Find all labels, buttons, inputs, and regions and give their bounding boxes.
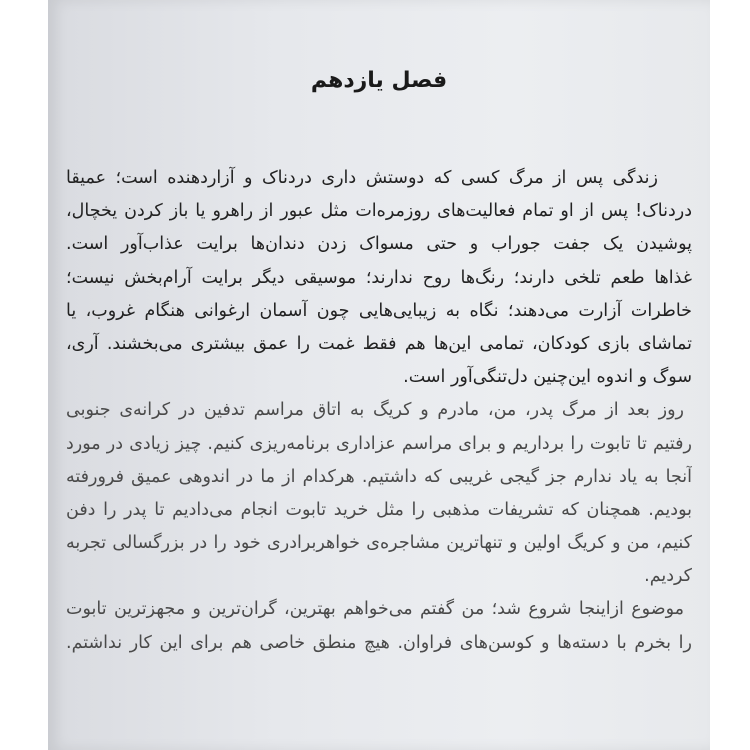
text-line: کنیم، من و کریگ اولین و تنهاترین مشاجره‌ی خواهربرادری خود را در بزرگسالی تجربه — [66, 533, 692, 554]
text-line: روز بعد از مرگ پدر، من، مادرم و کریگ به اتاق مراسم تدفین در کرانه‌ی جنوبی — [66, 400, 684, 421]
text-line: بودیم. همچنان که تشریفات مذهبی را مثل خرید تابوت انجام می‌دادیم تا پدر را دفن — [66, 499, 692, 520]
book-page — [48, 0, 710, 750]
text-line: سوگ و اندوه این‌چنین دل‌تنگی‌آور است. — [403, 367, 692, 388]
text-line: دردناک! پس از او تمام فعالیت‌های روزمره‌ات مثل عبور از راهرو یا باز کردن یخچال، — [66, 201, 692, 222]
text-line: موضوع ازاینجا شروع شد؛ من گفتم می‌خواهم بهترین، گران‌ترین و مجهزترین تابوت — [66, 599, 684, 620]
paragraph-3 — [66, 593, 692, 659]
text-line: آنجا به یاد ندارم جز گیجی غریبی که داشتیم. هرکدام از ما در اندوهی عمیق فرورفته — [66, 466, 692, 487]
text-line: کردیم. — [644, 566, 692, 587]
body-text — [66, 162, 692, 660]
text-line: پوشیدن یک جفت جوراب و حتی مسواک زدن دندان‌ها برایت عذاب‌آور است. — [66, 234, 692, 255]
paragraph-1 — [66, 162, 692, 394]
text-line: را بخرم با دسته‌ها و کوسن‌های فراوان. هیچ منطق خاصی هم برای این کار نداشتم. — [66, 632, 692, 653]
text-line: رفتیم تا تابوت را برداریم و برای مراسم عزاداری برنامه‌ریزی کنیم. چیز زیادی در مورد — [66, 433, 692, 454]
text-line: خاطرات آزارت می‌دهند؛ نگاه به زیبایی‌هایی چون آسمان ارغوانی هنگام غروب، یا — [66, 300, 692, 321]
text-line: غذاها طعم تلخی دارند؛ رنگ‌ها روح ندارند؛ موسیقی دیگر برایت آرام‌بخش نیست؛ — [66, 267, 692, 288]
chapter-title: فصل یازدهم — [310, 68, 448, 93]
text-line: تماشای بازی کودکان، تمامی این‌ها هم فقط غمت را عمق بیشتری می‌بخشند. آری، — [66, 333, 692, 354]
text-line: زندگی پس از مرگ کسی که دوستش داری دردناک و آزاردهنده است؛ عمیقا — [66, 168, 658, 188]
paragraph-2 — [66, 394, 692, 593]
